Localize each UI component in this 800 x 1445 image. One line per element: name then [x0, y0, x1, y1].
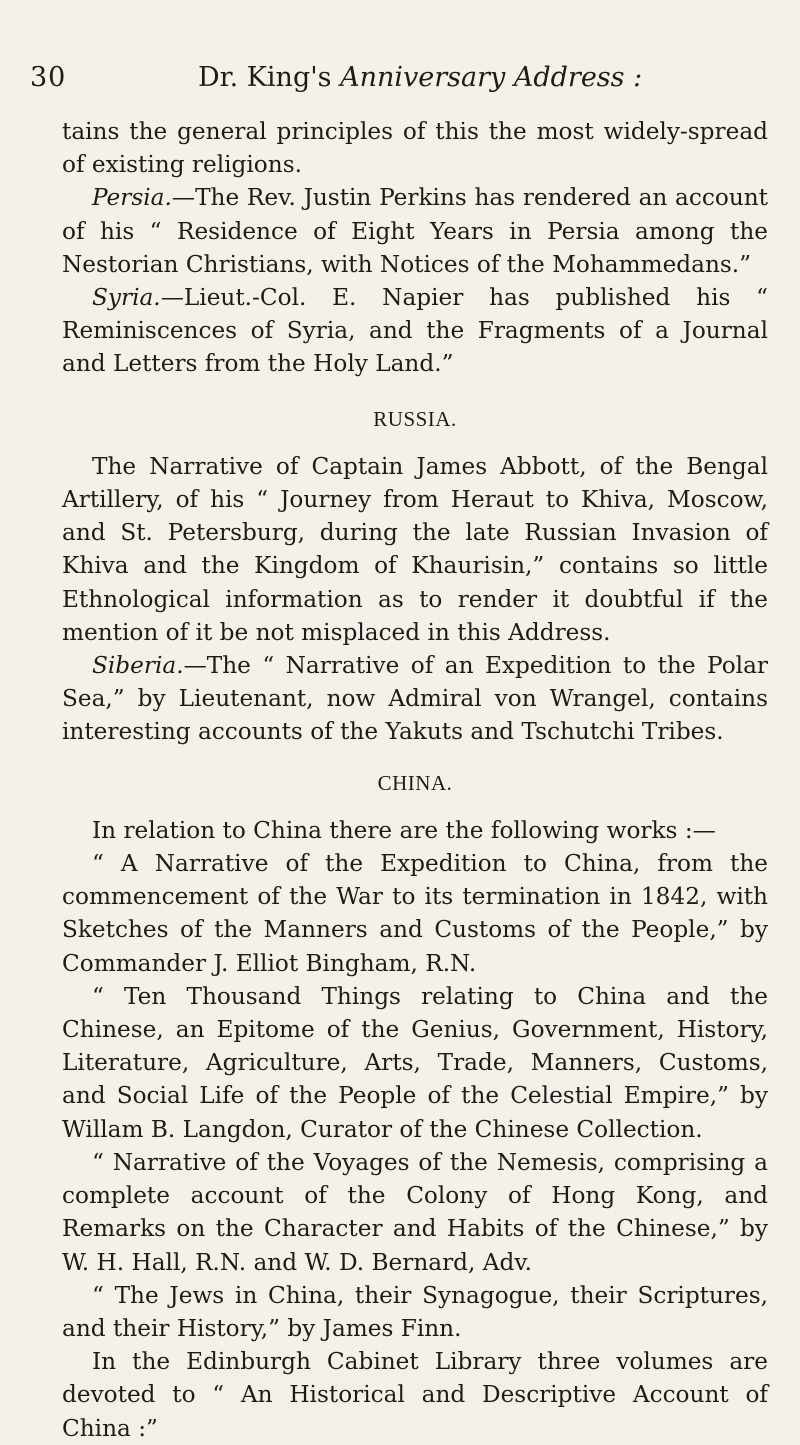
- paragraph-china-nemesis: “ Narrative of the Voyages of the Nemesis, comprising a complete account of the Colony of Hong Kong, and Remarks on the Character and Habits of the Chinese,” by W. H. Hall, R.N. and W. D. Bernard, Adv.: [62, 1148, 768, 1276]
- running-title-italic: Anniversary Address :: [340, 62, 643, 93]
- section-heading-russia: RUSSIA.: [373, 406, 457, 431]
- running-title-plain: Dr. King's: [198, 62, 341, 93]
- paragraph-china-edinburgh: In the Edinburgh Cabinet Library three volumes are devoted to “ An Historical and Descriptive Account of China :”: [62, 1348, 768, 1442]
- siberia-label: Siberia.: [92, 652, 184, 680]
- paragraph-religions: tains the general principles of this the most widely-spread of existing religions.: [62, 118, 768, 179]
- paragraph-china-intro: In relation to China there are the following works :—: [92, 816, 716, 844]
- running-title: [198, 62, 642, 93]
- page-number: 30: [30, 62, 67, 93]
- paragraph-china-jews: “ The Jews in China, their Synagogue, their Scriptures, and their History,” by James Finn.: [62, 1281, 768, 1342]
- paragraph-china-bingham: “ A Narrative of the Expedition to China, from the commencement of the War to its termination in 1842, with Sketches of the Manners and Customs of the People,” by Commander J. Elliot Bingham, R.N.: [62, 850, 768, 977]
- paragraph-persia: [62, 181, 768, 281]
- section-heading-china: CHINA.: [377, 770, 453, 795]
- page-body: [62, 115, 768, 1445]
- paragraph-russia: The Narrative of Captain James Abbott, of the Bengal Artillery, of his “ Journey from Heraut to Khiva, Moscow, and St. Petersburg, during the late Russian Invasion of Khiva and the Kingdom of Khaurisin,” contains so little Ethnological information as to render it doubtful if the mention of it be not misplaced in this Address.: [62, 452, 768, 646]
- paragraph-china-langdon: “ Ten Thousand Things relating to China and the Chinese, an Epitome of the Genius, Government, History, Literature, Agriculture, Arts, Trade, Manners, Customs, and Social Life of the People of the Celestial Empire,” by Willam B. Langdon, Curator of the Chinese Collection.: [62, 982, 768, 1143]
- running-header: [30, 62, 760, 102]
- syria-label: Syria.: [92, 284, 161, 312]
- siberia-text: —The “ Narrative of an Expedition to the Polar Sea,” by Lieutenant, now Admiral von Wrangel, contains interesting accounts of the Yakuts and Tschutchi Tribes.: [62, 652, 768, 746]
- persia-label: Persia.: [92, 184, 172, 212]
- persia-text: —The Rev. Justin Perkins has rendered an account of his “ Residence of Eight Years in Persia among the Nestorian Christians, with Notices of the Mohammedans.”: [62, 184, 768, 278]
- paragraph-siberia: [62, 649, 768, 749]
- paragraph-syria: [62, 281, 768, 381]
- syria-text: —Lieut.-Col. E. Napier has published his “ Reminiscences of Syria, and the Fragments of a Journal and Letters from the Holy Land.”: [62, 284, 768, 378]
